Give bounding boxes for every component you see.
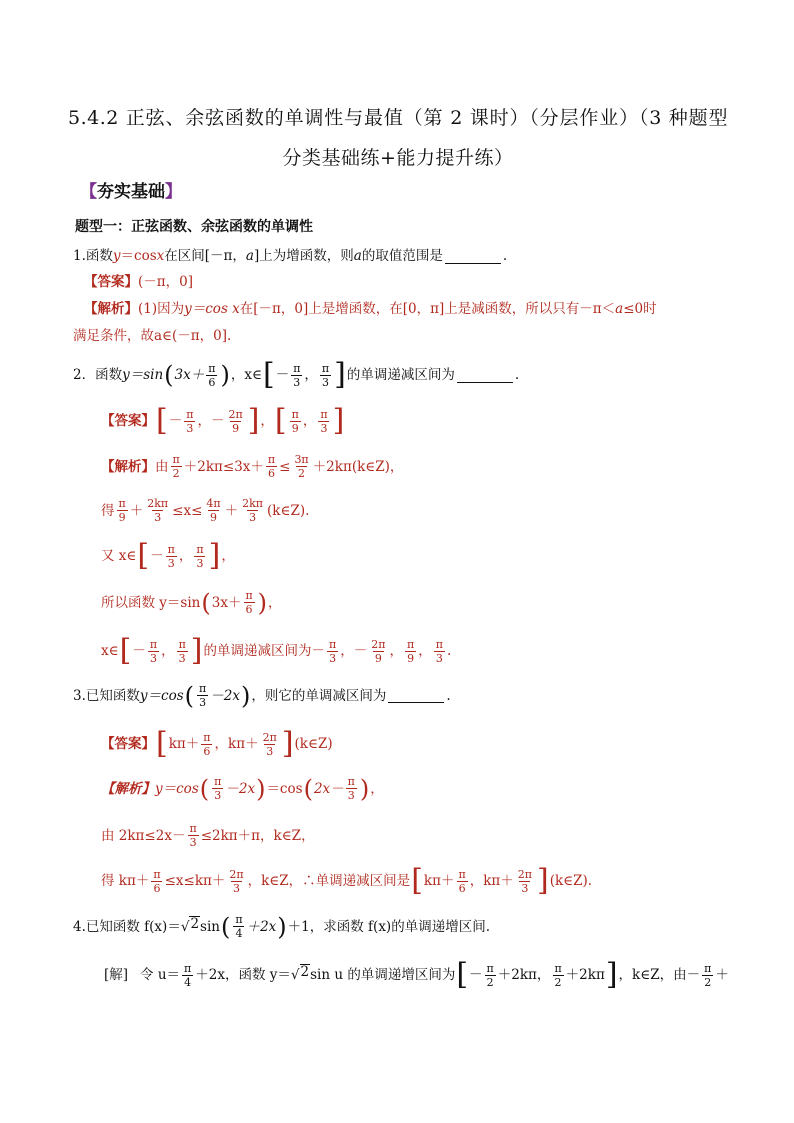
fraction: $\frac{\pi}{6}$ — [208, 361, 216, 389]
q3-answer: 【答案】 [ kπ＋ $\frac{\pi}{6}$ ， kπ＋ $\frac{2\pi}{3}$ ] (k∈Z) — [101, 726, 333, 761]
q2-analysis-line3: 又 x∈ [ － $\frac{\pi}{3}$ ， $\frac{\pi}{3}$ ] ， — [101, 538, 235, 573]
question-type-heading: 题型一：正弦函数、余弦函数的单调性 — [75, 219, 313, 235]
q2-analysis-line1: 【解析】 由 $\frac{\pi}{2}$ ＋2kπ≤3x＋ $\frac{\pi}{6}$ ≤ $\frac{3\pi}{2}$ ＋2kπ(k∈Z)， — [101, 453, 404, 480]
q1-analysis-line2: 满足条件，故 a∈(－π，0] . — [73, 328, 232, 344]
q2-analysis-line5: x∈ [ － $\frac{\pi}{3}$ ， $\frac{\pi}{3}$ ] 的单调递减区间为－ $\frac{\pi}{3}$ ，－ $\frac{2\pi}{9}$ ， $\frac{\pi}{9}$ ， $\frac{\pi}{3}$ . — [101, 633, 452, 668]
page-title: 5.4.2 正弦、余弦函数的单调性与最值（第 2 课时）（分层作业）（3 种题型分类基础练+能力提升练） — [68, 107, 728, 169]
q4-stem: 4.已知函数 f(x)＝ √ 2 sin ( $\frac{\pi}{4}$ ＋2x ) ＋1，求函数 f(x)的单调递增区间. — [73, 912, 490, 941]
q1-analysis-line1: 【解析】 (1)因为 y＝cos x 在[－π，0]上是增函数，在[0，π]上是减函数，所以只有－π＜ a ≤0时 — [84, 301, 657, 317]
q2-analysis-line2: 得 $\frac{\pi}{9}$ ＋ $\frac{2k\pi}{3}$ ≤x≤ $\frac{4\pi}{9}$ ＋ $\frac{2k\pi}{3}$ (k∈Z). — [101, 497, 310, 524]
q3-stem: 3.已知函数 y＝cos ( $\frac{\pi}{3}$ －2x ) ，则它的单调减区间为 . — [73, 681, 451, 710]
q3-analysis-line3: 得 kπ＋ $\frac{\pi}{6}$ ≤x≤kπ＋ $\frac{2\pi}{3}$ ，k∈Z，∴单调递减区间是 [ kπ＋ $\frac{\pi}{6}$ ， kπ＋ $\frac{2\pi}{3}$ ] (k∈Z). — [101, 863, 593, 898]
answer-blank — [445, 249, 501, 264]
answer-blank — [388, 688, 444, 703]
q1-answer: 【答案】 (－π，0] — [84, 274, 193, 290]
section-heading: 【夯实基础】 — [80, 182, 182, 202]
q1-stem: 1.函数 y ＝cos x 在区间[－π， a ]上为增函数，则 a 的取值范围是 . — [73, 248, 508, 264]
q2-analysis-line4: 所以函数 y＝sin ( 3x＋ $\frac{\pi}{6}$ ) ， — [101, 588, 282, 617]
q3-analysis-line2: 由 2kπ≤2x－ $\frac{\pi}{3}$ ≤2kπ＋π，k∈Z， — [101, 822, 315, 849]
q2-stem: 2．函数 y＝sin ( 3x＋ $\frac{\pi}{6}$ ) ，x∈ [ － $\frac{\pi}{3}$ ， $\frac{\pi}{3}$ ] 的单调递减区间为 . — [73, 357, 520, 392]
q3-analysis-line1: 【解析】 y＝cos ( $\frac{\pi}{3}$ －2x ) ＝cos ( 2x－ $\frac{\pi}{3}$ ) ， — [101, 774, 384, 803]
q4-solution: [解] 令 u＝ $\frac{\pi}{4}$ ＋2x，函数 y＝ √ 2 sin u 的单调递增区间为 [ － $\frac{\pi}{2}$ ＋2kπ， $\frac{\pi}{2}$ ＋2kπ ] ，k∈Z，由－ $\frac{\pi}{2}$ ＋ — [104, 957, 729, 992]
sqrt-symbol: √ 2 — [180, 915, 200, 935]
answer-blank — [457, 368, 513, 383]
q2-answer: 【答案】 [ － $\frac{\pi}{3}$ ， － $\frac{2\pi}{9}$ ] ， [ $\frac{\pi}{9}$ ， $\frac{\pi}{3}$ ] — [101, 403, 345, 438]
